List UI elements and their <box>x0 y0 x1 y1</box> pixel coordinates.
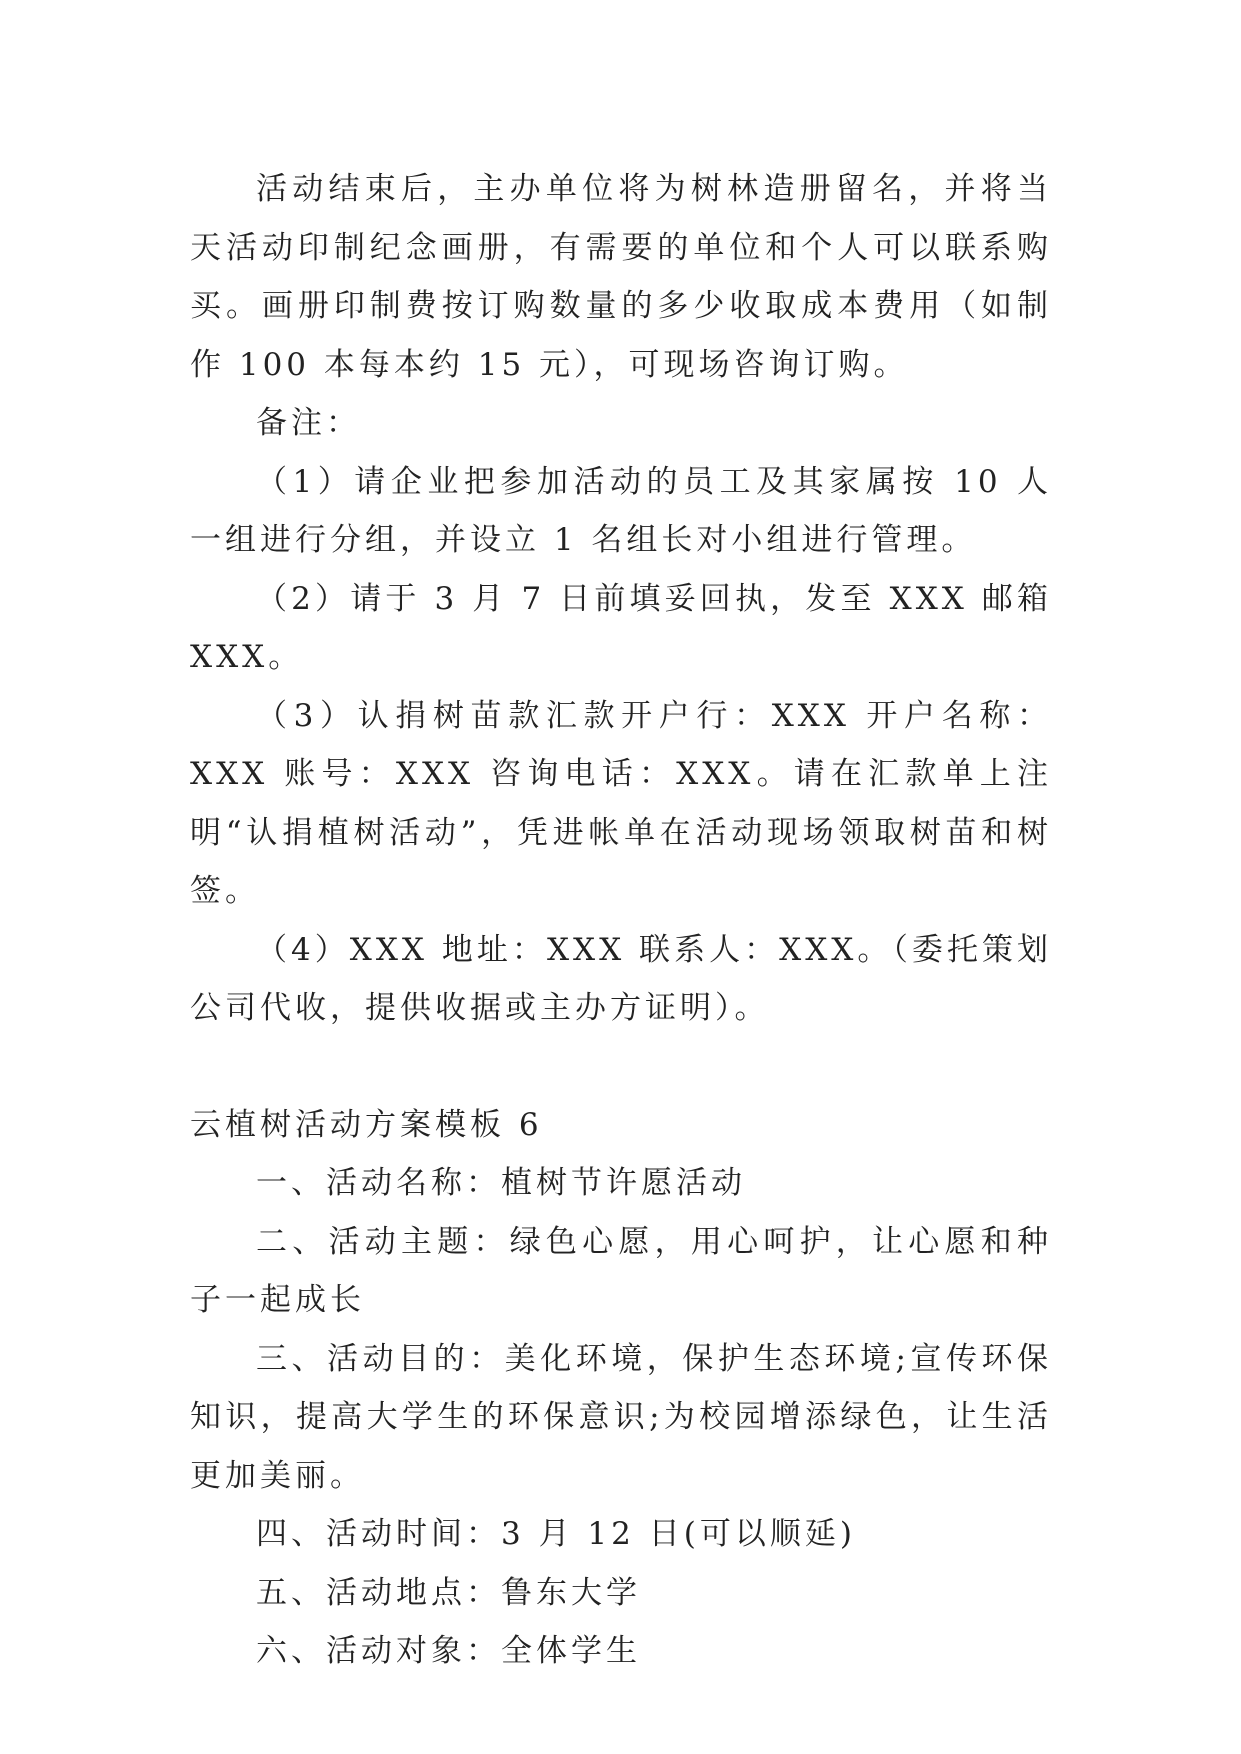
paragraph-note-1: （1）请企业把参加活动的员工及其家属按 10 人一组进行分组，并设立 1 名组长对小组进行管理。 <box>190 463 1052 558</box>
paragraph-activity-audience: 六、活动对象：全体学生 <box>256 1633 641 1669</box>
paragraph-notes-label: 备注： <box>256 405 361 441</box>
section-spacer <box>190 1038 1052 1096</box>
paragraph-activity-location: 五、活动地点：鲁东大学 <box>256 1574 641 1611</box>
paragraph-album: 活动结束后，主办单位将为树林造册留名，并将当天活动印制纪念画册，有需要的单位和个人可以联系购买。画册印制费按订购数量的多少收取成本费用（如制作 100 本每本约 15 元），可现场咨询订购。 <box>190 171 1052 383</box>
paragraph-activity-theme: 二、活动主题：绿色心愿，用心呵护，让心愿和种子一起成长 <box>190 1223 1052 1318</box>
paragraph-note-3: （3）认捐树苗款汇款开户行：XXX 开户名称：XXX 账号：XXX 咨询电话：XXX。请在汇款单上注明“认捐植树活动”，凭进帐单在活动现场领取树苗和树签。 <box>190 697 1052 909</box>
paragraph-activity-time: 四、活动时间：3 月 12 日(可以顺延) <box>256 1516 856 1552</box>
document-page <box>190 160 1052 1681</box>
paragraph-note-4: （4）XXX 地址：XXX 联系人：XXX。（委托策划公司代收，提供收据或主办方证明）。 <box>190 931 1052 1026</box>
paragraph-activity-purpose: 三、活动目的：美化环境，保护生态环境;宣传环保知识，提高大学生的环保意识;为校园增添绿色，让生活更加美丽。 <box>190 1340 1052 1494</box>
section-title: 云植树活动方案模板 6 <box>190 1106 543 1143</box>
paragraph-note-2: （2）请于 3 月 7 日前填妥回执，发至 XXX 邮箱 XXX。 <box>190 580 1052 675</box>
paragraph-activity-name: 一、活动名称：植树节许愿活动 <box>256 1165 746 1201</box>
